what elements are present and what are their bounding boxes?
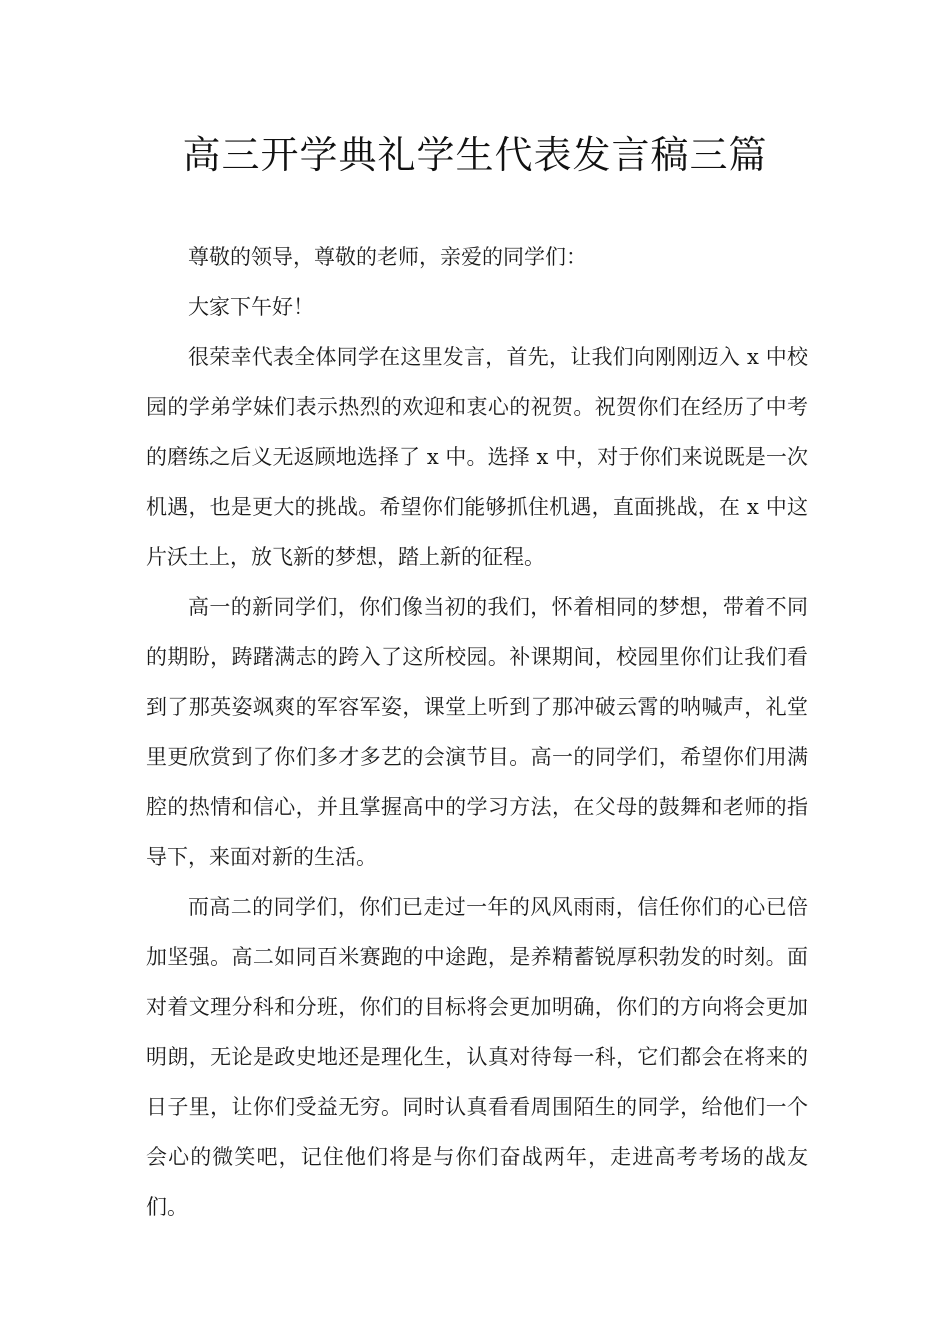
body-paragraph: 高一的新同学们，你们像当初的我们，怀着相同的梦想，带着不同的期盼，踌躇满志的跨入了这所校园。补课期间，校园里你们让我们看到了那英姿飒爽的军容军姿，课堂上听到了那冲破云霄的呐喊声，礼堂里更欣赏到了你们多才多艺的会演节目。高一的同学们，希望你们用满腔的热情和信心，并且掌握高中的学习方法，在父母的鼓舞和老师的指导下，来面对新的生活。 [146, 595, 808, 869]
salutation-paragraph: 尊敬的领导，尊敬的老师，亲爱的同学们： [188, 245, 587, 269]
document-body [146, 232, 808, 1232]
greeting-paragraph: 大家下午好！ [188, 295, 314, 319]
document-title: 高三开学典礼学生代表发言稿三篇 [182, 133, 768, 177]
body-paragraph: 而高二的同学们，你们已走过一年的风风雨雨，信任你们的心已倍加坚强。高二如同百米赛跑的中途跑，是养精蓄锐厚积勃发的时刻。面对着文理分科和分班，你们的目标将会更加明确，你们的方向将会更加明朗，无论是政史地还是理化生，认真对待每一科，它们都会在将来的日子里，让你们受益无穷。同时认真看看周围陌生的同学，给他们一个会心的微笑吧，记住他们将是与你们奋战两年，走进高考考场的战友们。 [146, 895, 808, 1219]
body-paragraph: 很荣幸代表全体同学在这里发言，首先，让我们向刚刚迈入 x 中校园的学弟学妹们表示热烈的欢迎和衷心的祝贺。祝贺你们在经历了中考的磨练之后义无返顾地选择了 x 中。选择 x 中，对于你们来说既是一次机遇，也是更大的挑战。希望你们能够抓住机遇，直面挑战，在 x 中这片沃土上，放飞新的梦想，踏上新的征程。 [146, 345, 808, 569]
